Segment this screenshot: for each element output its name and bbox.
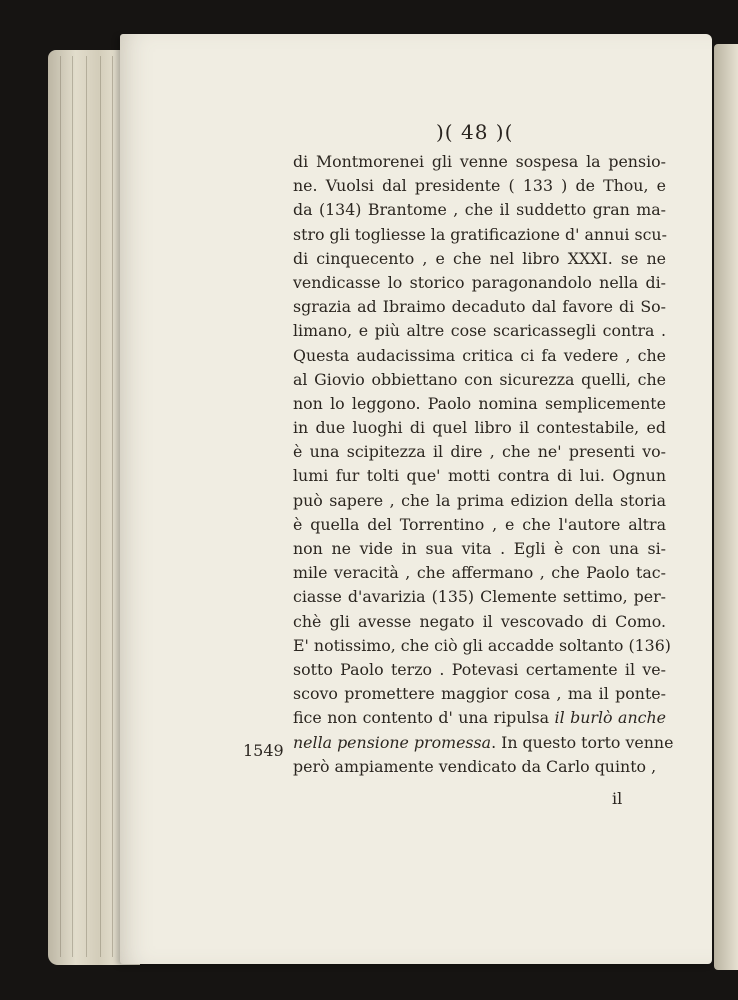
text-line: stro gli togliesse la gratificazione d' annui scu- — [293, 224, 667, 244]
facing-page-edge — [714, 44, 738, 970]
text-line — [293, 731, 674, 755]
text-segment: fice non contento d' una ripulsa — [293, 708, 555, 728]
text-line: chè gli avesse negato il vescovado di Como. — [293, 611, 666, 631]
text-line: però ampiamente vendicato da Carlo quinto , — [293, 756, 657, 776]
text-line: E' notissimo, che ciò gli accadde soltanto (136) — [293, 635, 671, 655]
page-edge-line — [100, 56, 101, 957]
text-line: Questa audacissima critica ci fa vedere , che — [293, 345, 666, 365]
text-line: lumi fur tolti que' motti contra di lui. Ognun — [293, 466, 666, 486]
page-number: )( 48 )( — [436, 120, 514, 144]
text-line: non lo leggono. Paolo nomina semplicemente — [293, 393, 666, 413]
text-line: è una scipitezza il dire , che ne' presenti vo- — [293, 442, 666, 462]
page-edge-line — [60, 56, 61, 957]
text-line: mile veracità , che affermano , che Paolo tac- — [293, 563, 666, 583]
italic-text-segment: il burlò anche — [554, 708, 666, 728]
text-line: ne. Vuolsi dal presidente ( 133 ) de Thou, e — [293, 176, 666, 196]
catchword: il — [612, 789, 623, 808]
text-line: è quella del Torrentino , e che l'autore altra — [293, 514, 666, 534]
italic-text-segment: nella pensione promessa — [293, 732, 492, 752]
text-line: di cinquecento , e che nel libro XXXI. se ne — [293, 248, 666, 268]
text-line: scovo promettere maggior cosa , ma il ponte- — [293, 684, 666, 704]
text-line: può sapere , che la prima edizion della storia — [293, 490, 666, 510]
text-line: ciasse d'avarizia (135) Clemente settimo, per- — [293, 587, 666, 607]
text-line: non ne vide in sua vita . Egli è con una si- — [293, 539, 666, 558]
text-line: in due luoghi di quel libro il contestabile, ed — [293, 418, 666, 438]
text-line: sotto Paolo terzo . Potevasi certamente il ve- — [293, 659, 666, 679]
text-line: sgrazia ad Ibraimo decaduto dal favore di So- — [293, 297, 666, 317]
text-line — [293, 706, 666, 730]
text-line: al Giovio obbiettano con sicurezza quelli, che — [293, 369, 666, 389]
page-edge-line — [86, 56, 87, 957]
text-line: limano, e più altre cose scaricassegli contra . — [293, 321, 666, 341]
margin-year-note: 1549 — [243, 741, 284, 760]
body-text — [293, 150, 674, 779]
text-segment: . In questo torto venne — [491, 732, 674, 752]
text-line: di Montmorenei gli venne sospesa la pensio- — [293, 152, 666, 171]
page-edge-line — [112, 56, 113, 957]
text-line: vendicasse lo storico paragonandolo nella di- — [293, 272, 666, 292]
page-edge-line — [72, 56, 73, 957]
text-line: da (134) Brantome , che il suddetto gran ma- — [293, 200, 666, 220]
